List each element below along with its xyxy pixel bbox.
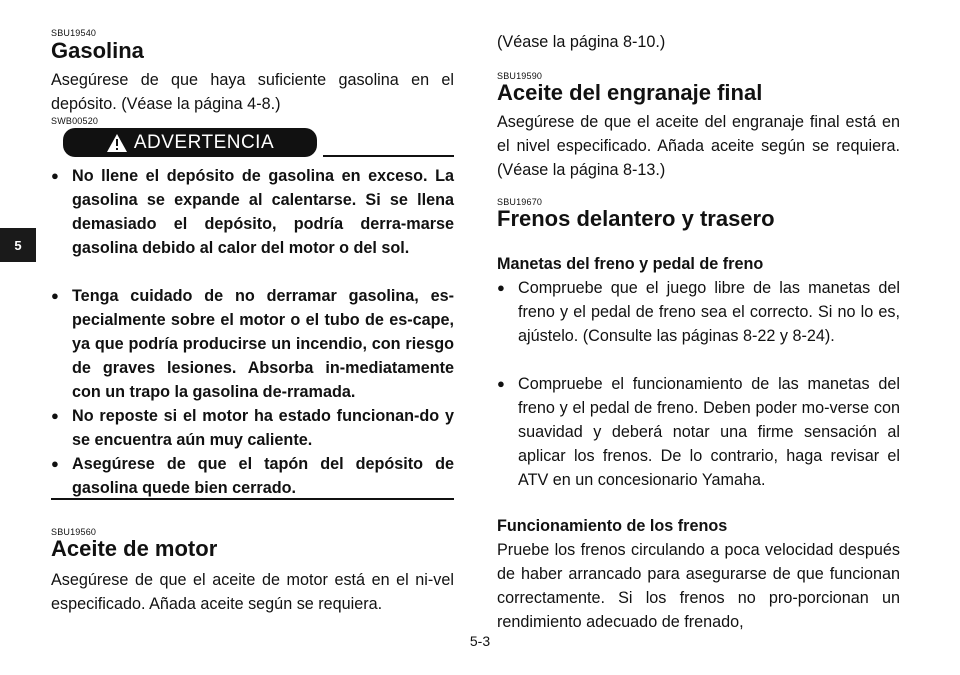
warning-end-rule bbox=[51, 498, 454, 500]
section-body: Asegúrese de que el aceite del engranaje final está en el nivel especificado. Añada aceite según se requiera. (Véase la página 8-13.) bbox=[497, 113, 900, 179]
warning-rule bbox=[323, 155, 454, 157]
section-title: Frenos delantero y trasero bbox=[497, 206, 775, 231]
bullet-icon: ● bbox=[497, 280, 505, 295]
bullet-icon: ● bbox=[51, 456, 59, 471]
bullet-icon: ● bbox=[51, 288, 59, 303]
warning-item: ● Asegúrese de que el tapón del depósito de gasolina quede bien cerrado. bbox=[51, 452, 454, 500]
section-code: SBU19560 bbox=[51, 527, 97, 537]
warning-label: ADVERTENCIA bbox=[133, 131, 275, 153]
warning-item: ● No llene el depósito de gasolina en exceso. La gasolina se expande al calentarse. Si se llena demasiado el depósito, podría derra-marse gasolina debido al calor del motor o del sol. bbox=[51, 164, 454, 260]
bullet-icon: ● bbox=[51, 408, 59, 423]
continued-text: (Véase la página 8-10.) bbox=[497, 33, 666, 51]
section-body: Asegúrese de que el aceite de motor está en el ni-vel especificado. Añada aceite según se requiera. bbox=[51, 571, 454, 613]
warning-icon bbox=[106, 133, 128, 153]
section-body: Pruebe los frenos circulando a poca velocidad después de haber arrancado para asegurarse de que funcionan correctamente. Si los frenos no pro-porcionan un rendimiento adecuado de frenado, bbox=[497, 541, 900, 631]
warning-item: ● No reposte si el motor ha estado funcionan-do y se encuentra aún muy caliente. bbox=[51, 404, 454, 452]
section-code: SBU19540 bbox=[51, 28, 97, 38]
section-title: Aceite de motor bbox=[51, 536, 218, 561]
subsection-title: Funcionamiento de los frenos bbox=[497, 517, 728, 535]
warning-badge bbox=[63, 128, 317, 157]
section-title: Aceite del engranaje final bbox=[497, 80, 763, 105]
subsection-title: Manetas del freno y pedal de freno bbox=[497, 255, 764, 273]
list-item: ● Compruebe que el juego libre de las manetas del freno y el pedal de freno sea el correcto. Si no lo es, ajústelo. (Consulte las páginas 8-22 y 8-24). bbox=[497, 276, 900, 348]
list-item: ● Compruebe el funcionamiento de las manetas del freno y el pedal de freno. Deben poder mo-verse con suavidad y deberá notar una firme sensación al aplicar los frenos. De lo contrario, haga revisar el ATV en un concesionario Yamaha. bbox=[497, 372, 900, 492]
bullet-icon: ● bbox=[51, 168, 59, 183]
section-code: SBU19590 bbox=[497, 71, 543, 81]
section-body: Asegúrese de que haya suficiente gasolina en el depósito. (Véase la página 4-8.) bbox=[51, 71, 454, 113]
warning-header bbox=[51, 128, 454, 160]
bullet-icon: ● bbox=[497, 376, 505, 391]
page-number: 5-3 bbox=[469, 633, 491, 649]
chapter-tab bbox=[0, 228, 36, 262]
warning-item: ● Tenga cuidado de no derramar gasolina, es-pecialmente sobre el motor o el tubo de es-cape, ya que podría producirse un incendio, con riesgo de graves lesiones. Absorba in-mediatamente con un trapo la gasolina de-rramada. bbox=[51, 284, 454, 404]
chapter-tab-label: 5 bbox=[14, 237, 22, 253]
section-title: Gasolina bbox=[51, 38, 144, 63]
warning-code: SWB00520 bbox=[51, 116, 99, 126]
section-code: SBU19670 bbox=[497, 197, 543, 207]
